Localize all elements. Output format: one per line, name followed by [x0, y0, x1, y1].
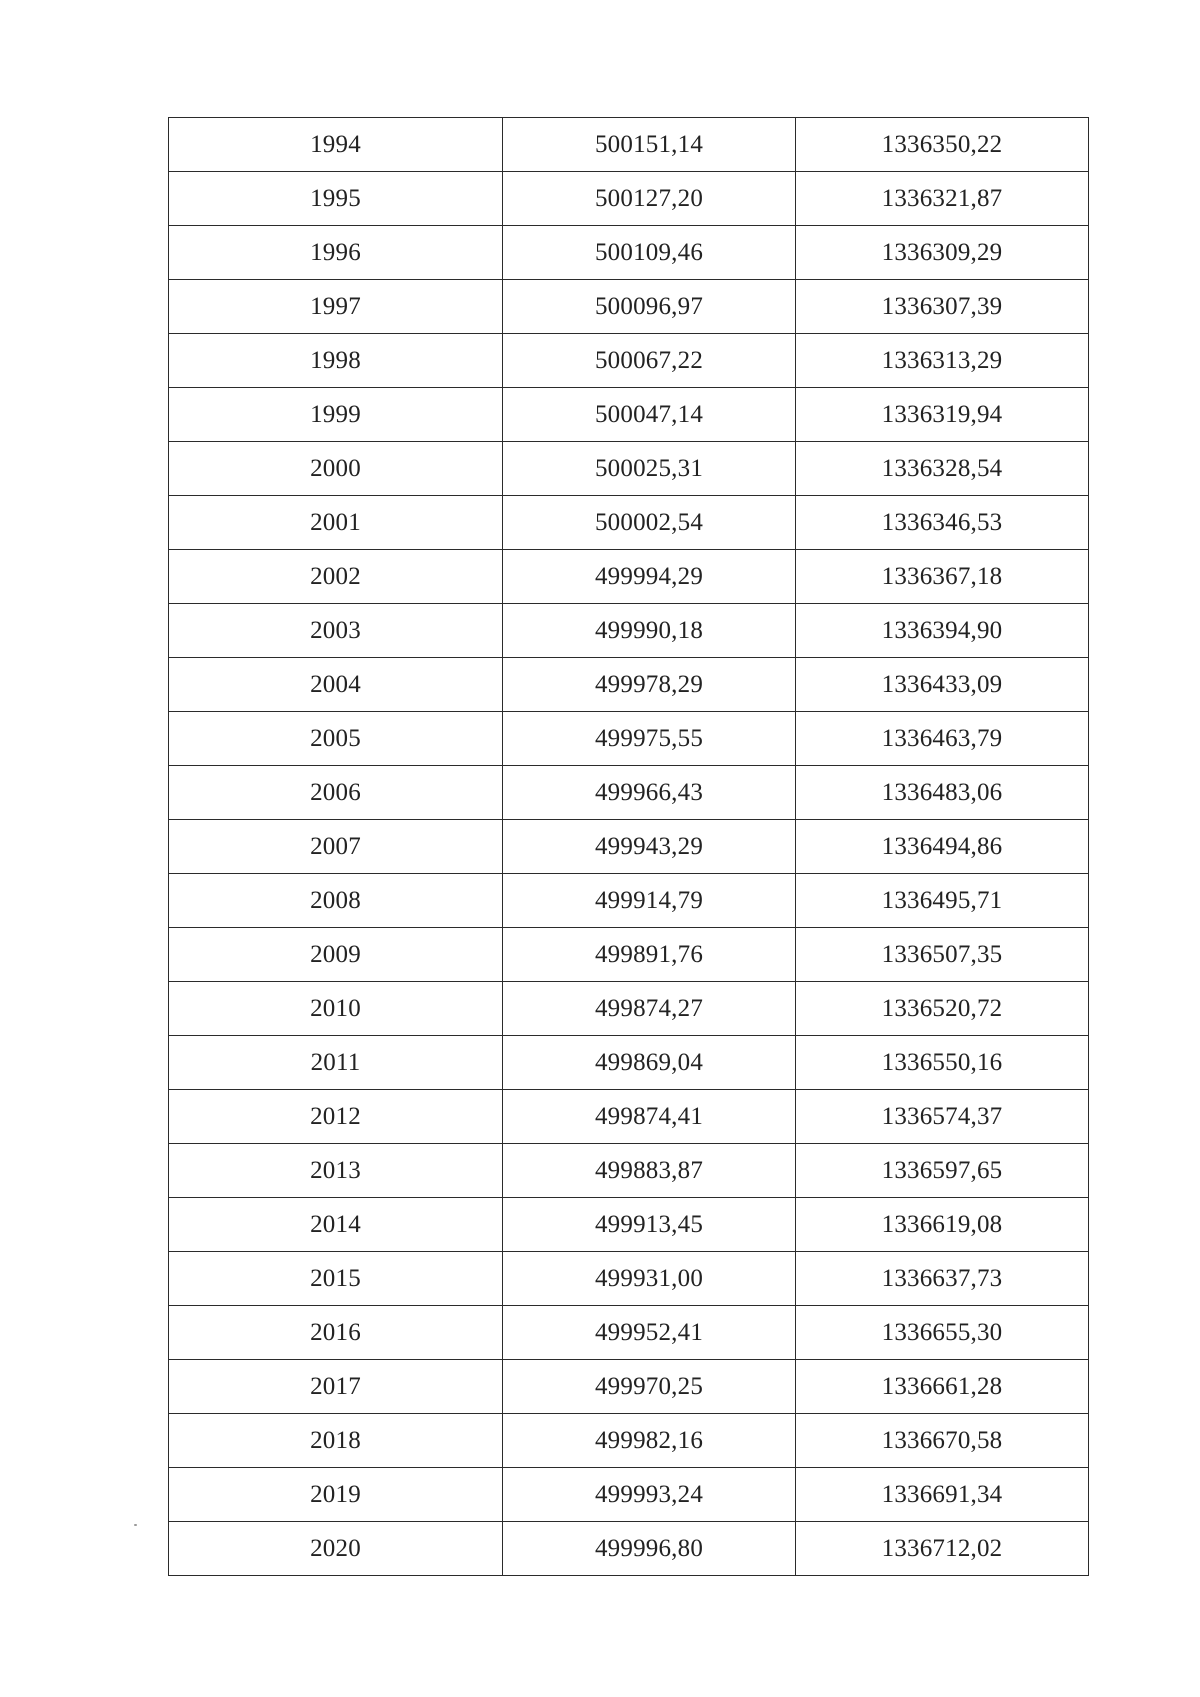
year-cell: 1994 [169, 118, 503, 172]
x-value-cell: 500151,14 [503, 118, 796, 172]
y-value-cell: 1336670,58 [796, 1414, 1089, 1468]
x-value-cell: 499883,87 [503, 1144, 796, 1198]
year-cell: 2011 [169, 1036, 503, 1090]
x-value-cell: 499966,43 [503, 766, 796, 820]
year-cell: 2020 [169, 1522, 503, 1576]
table-row [169, 766, 1089, 820]
table-row [169, 1414, 1089, 1468]
table-row [169, 550, 1089, 604]
x-value-cell: 499993,24 [503, 1468, 796, 1522]
x-value-cell: 499914,79 [503, 874, 796, 928]
year-cell: 2001 [169, 496, 503, 550]
x-value-cell: 499931,00 [503, 1252, 796, 1306]
x-value-cell: 499990,18 [503, 604, 796, 658]
x-value-cell: 499874,27 [503, 982, 796, 1036]
x-value-cell: 499952,41 [503, 1306, 796, 1360]
y-value-cell: 1336637,73 [796, 1252, 1089, 1306]
year-cell: 1998 [169, 334, 503, 388]
y-value-cell: 1336309,29 [796, 226, 1089, 280]
y-value-cell: 1336367,18 [796, 550, 1089, 604]
y-value-cell: 1336494,86 [796, 820, 1089, 874]
y-value-cell: 1336574,37 [796, 1090, 1089, 1144]
y-value-cell: 1336495,71 [796, 874, 1089, 928]
table-row [169, 1360, 1089, 1414]
scan-speck [134, 1524, 137, 1526]
x-value-cell: 499970,25 [503, 1360, 796, 1414]
table-row [169, 928, 1089, 982]
year-cell: 2003 [169, 604, 503, 658]
year-cell: 1999 [169, 388, 503, 442]
table-row [169, 1090, 1089, 1144]
y-value-cell: 1336433,09 [796, 658, 1089, 712]
year-cell: 2012 [169, 1090, 503, 1144]
x-value-cell: 499869,04 [503, 1036, 796, 1090]
y-value-cell: 1336712,02 [796, 1522, 1089, 1576]
year-cell: 1996 [169, 226, 503, 280]
y-value-cell: 1336520,72 [796, 982, 1089, 1036]
x-value-cell: 499943,29 [503, 820, 796, 874]
table-row [169, 334, 1089, 388]
y-value-cell: 1336321,87 [796, 172, 1089, 226]
year-cell: 2018 [169, 1414, 503, 1468]
x-value-cell: 500096,97 [503, 280, 796, 334]
x-value-cell: 500025,31 [503, 442, 796, 496]
table-row [169, 1306, 1089, 1360]
year-cell: 2006 [169, 766, 503, 820]
table-row [169, 1144, 1089, 1198]
y-value-cell: 1336691,34 [796, 1468, 1089, 1522]
y-value-cell: 1336346,53 [796, 496, 1089, 550]
year-cell: 1997 [169, 280, 503, 334]
x-value-cell: 499994,29 [503, 550, 796, 604]
x-value-cell: 499891,76 [503, 928, 796, 982]
x-value-cell: 500002,54 [503, 496, 796, 550]
table-row [169, 604, 1089, 658]
table-row [169, 1198, 1089, 1252]
y-value-cell: 1336507,35 [796, 928, 1089, 982]
table-row [169, 1036, 1089, 1090]
y-value-cell: 1336655,30 [796, 1306, 1089, 1360]
table-row [169, 172, 1089, 226]
x-value-cell: 499975,55 [503, 712, 796, 766]
table-row [169, 496, 1089, 550]
year-cell: 2002 [169, 550, 503, 604]
year-cell: 2015 [169, 1252, 503, 1306]
y-value-cell: 1336394,90 [796, 604, 1089, 658]
table-row [169, 658, 1089, 712]
year-cell: 2016 [169, 1306, 503, 1360]
y-value-cell: 1336328,54 [796, 442, 1089, 496]
y-value-cell: 1336313,29 [796, 334, 1089, 388]
x-value-cell: 500109,46 [503, 226, 796, 280]
year-cell: 2000 [169, 442, 503, 496]
table-row [169, 820, 1089, 874]
table-row [169, 280, 1089, 334]
y-value-cell: 1336597,65 [796, 1144, 1089, 1198]
year-cell: 2007 [169, 820, 503, 874]
year-cell: 2008 [169, 874, 503, 928]
x-value-cell: 500047,14 [503, 388, 796, 442]
y-value-cell: 1336307,39 [796, 280, 1089, 334]
table-row [169, 982, 1089, 1036]
table-row [169, 1468, 1089, 1522]
x-value-cell: 499978,29 [503, 658, 796, 712]
table-row [169, 388, 1089, 442]
table-row [169, 712, 1089, 766]
year-cell: 2014 [169, 1198, 503, 1252]
x-value-cell: 499874,41 [503, 1090, 796, 1144]
y-value-cell: 1336550,16 [796, 1036, 1089, 1090]
table-row [169, 1252, 1089, 1306]
year-cell: 2010 [169, 982, 503, 1036]
y-value-cell: 1336319,94 [796, 388, 1089, 442]
x-value-cell: 500067,22 [503, 334, 796, 388]
x-value-cell: 500127,20 [503, 172, 796, 226]
table-row [169, 442, 1089, 496]
table-row [169, 118, 1089, 172]
table-body [169, 118, 1089, 1576]
table-row [169, 874, 1089, 928]
y-value-cell: 1336619,08 [796, 1198, 1089, 1252]
table-row [169, 226, 1089, 280]
x-value-cell: 499996,80 [503, 1522, 796, 1576]
y-value-cell: 1336661,28 [796, 1360, 1089, 1414]
y-value-cell: 1336350,22 [796, 118, 1089, 172]
year-cell: 2005 [169, 712, 503, 766]
x-value-cell: 499913,45 [503, 1198, 796, 1252]
year-cell: 1995 [169, 172, 503, 226]
year-cell: 2009 [169, 928, 503, 982]
year-cell: 2019 [169, 1468, 503, 1522]
y-value-cell: 1336463,79 [796, 712, 1089, 766]
y-value-cell: 1336483,06 [796, 766, 1089, 820]
year-cell: 2017 [169, 1360, 503, 1414]
year-cell: 2004 [169, 658, 503, 712]
year-cell: 2013 [169, 1144, 503, 1198]
table-row [169, 1522, 1089, 1576]
x-value-cell: 499982,16 [503, 1414, 796, 1468]
coordinates-table [168, 117, 1089, 1576]
